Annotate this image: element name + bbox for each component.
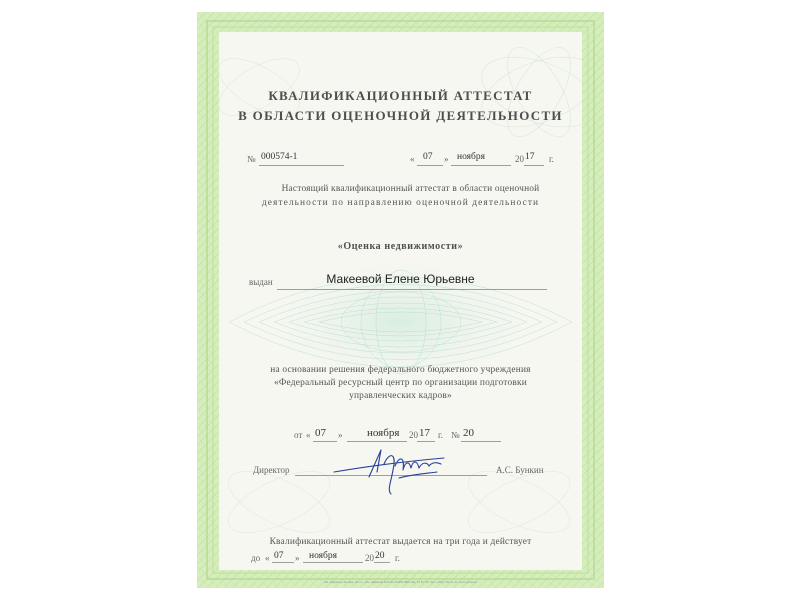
holder-name: Макеевой Елене Юрьевне [326, 272, 475, 286]
valid-year-unit: г. [395, 553, 400, 563]
issue-date-open-quote: « [410, 154, 415, 164]
issue-year-suffix: 17 [525, 152, 535, 162]
issue-date-close-quote: » [444, 154, 449, 164]
valid-until-close-quote: » [295, 553, 300, 563]
valid-until-month: ноября [309, 551, 337, 561]
valid-year-prefix: 20 [365, 553, 374, 563]
valid-year-underline [374, 562, 390, 563]
valid-until-label: до [251, 553, 261, 563]
director-signature [329, 442, 459, 497]
issue-date-day: 07 [423, 152, 433, 162]
decision-year-unit: г. [438, 430, 443, 440]
intro-line-1: Настоящий квалификационный аттестат в области оценочной [281, 184, 540, 194]
holder-underline [277, 289, 547, 290]
decision-number: 20 [463, 427, 474, 439]
decision-open-quote: « [306, 430, 311, 440]
certificate [197, 12, 604, 588]
director-name: А.С. Бункин [496, 465, 544, 475]
valid-until-day: 07 [274, 551, 284, 561]
issue-year-unit: г. [549, 154, 554, 164]
issue-year-prefix: 20 [515, 154, 524, 164]
number-prefix: № [247, 154, 256, 164]
decision-number-underline [461, 441, 501, 442]
decision-month: ноября [367, 427, 400, 439]
decision-number-label: № [451, 430, 460, 440]
issue-day-underline [417, 165, 443, 166]
certificate-number: 000574-1 [261, 152, 298, 162]
basis-line-1: на основании решения федерального бюджетного учреждения [270, 365, 531, 375]
valid-day-underline [272, 562, 294, 563]
validity-statement: Квалификационный аттестат выдается на три года и действует [269, 537, 532, 547]
decision-day: 07 [315, 427, 326, 439]
decision-year-prefix: 20 [409, 430, 418, 440]
valid-month-underline [303, 562, 363, 563]
decision-close-quote: » [338, 430, 343, 440]
issued-to-label: выдан [249, 277, 273, 287]
decision-year-suffix: 17 [419, 427, 430, 439]
valid-until-open-quote: « [265, 553, 270, 563]
intro-line-2: деятельности по направлению оценочной деятельности [261, 198, 540, 208]
basis-line-2: «Федеральный ресурсный центр по организации подготовки [274, 378, 527, 388]
certificate-paper [219, 32, 582, 570]
title-line-2: В ОБЛАСТИ ОЦЕНОЧНОЙ ДЕЯТЕЛЬНОСТИ [238, 108, 563, 123]
issue-month-underline [451, 165, 511, 166]
basis-line-3: управленческих кадров» [349, 391, 452, 401]
printer-imprint: АО «Опцион», Москва, 2017 г., «Б». Лицензия №05-05-09/003 ФНС РФ, ТЗ № 761. Тел.: (495) 726-47-42, www.opcion.ru [324, 580, 477, 584]
issue-date-month: ноября [457, 152, 485, 162]
director-label: Директор [253, 465, 290, 475]
valid-year-suffix: 20 [375, 551, 385, 561]
decision-from-label: от [294, 430, 303, 440]
issue-year-underline [524, 165, 544, 166]
title-line-1: КВАЛИФИКАЦИОННЫЙ АТТЕСТАТ [268, 88, 533, 103]
number-underline [259, 165, 344, 166]
evaluation-direction: «Оценка недвижимости» [337, 241, 464, 252]
